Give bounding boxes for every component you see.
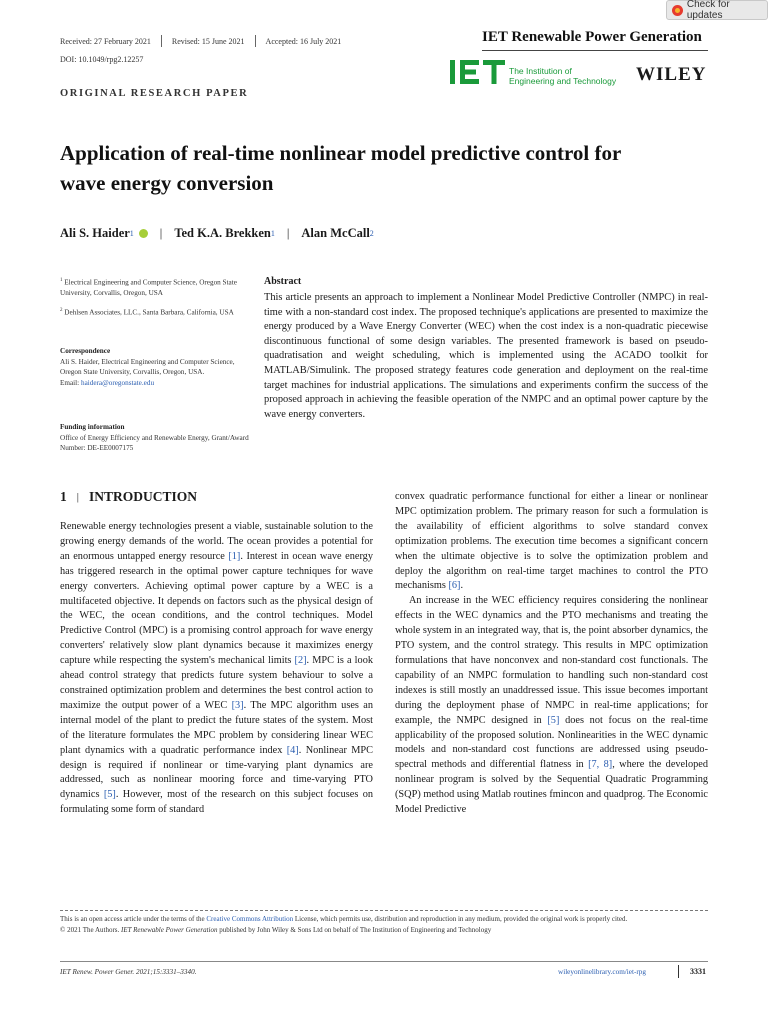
section-heading — [60, 489, 197, 505]
author-list — [60, 226, 374, 241]
citation-link[interactable]: [5] — [103, 789, 116, 801]
author-name[interactable]: Ali S. Haider — [60, 226, 130, 240]
text-run: An increase in the WEC efficiency requires considering the nonlinear effects in the WEC dynamics and the PTO mechanisms and treating the whole system in an integrated way, that is, the point absorber dynamics, the PTO system, and the control strategy. This results in MPC optimization formulations that have nonconvex and non-standard cost functionals. The capability of an NMPC formulation to handling such non-standard cost indexes is still mostly an unaddressed issue. This issue becomes important during the deployment phase of NMPC in real-time applications; for example, the NMPC designed in — [395, 595, 708, 726]
check-for-updates-label: Check for updates — [686, 0, 730, 21]
citation-link[interactable]: [1] — [228, 550, 241, 562]
text-run: convex quadratic performance functional for either a linear or nonlinear MPC optimization problem. The primary reason for such a formulation is the availability of efficient algorithms to solve standard convex optimization problems. The execution time becomes a significant concern when the ultimate objective is to solve the optimization problem and deploy the algorithm on real-time target machines to control the PTO mechanisms — [395, 491, 708, 592]
text-run: . The MPC algorithm uses an internal model of the plant to predict the future states of the system. Most of the literature formulates the MPC problem by considering linear WEC plant dynamics with a quadratic performance index — [60, 699, 373, 756]
revised-date: Revised: 15 June 2021 — [171, 36, 245, 46]
footer-citation: IET Renew. Power Gener. 2021;15:3331–3340. — [60, 968, 197, 976]
text-run: . However, most of the research on this subject focuses on formulating some form of standard — [60, 789, 373, 816]
affiliation-2 — [60, 306, 250, 318]
text-run: does not focus on the real-time applicability of the proposed solution. Nonlinearities in the WEC dynamic models and non-standard cost functions are addressed using pseudo-spectral methods and differential flatness in — [395, 714, 709, 771]
crossmark-icon — [672, 5, 683, 16]
text-run: © 2021 The Authors. — [60, 926, 121, 934]
author-name[interactable]: Alan McCall — [301, 226, 370, 240]
footer-divider — [60, 961, 708, 962]
orcid-icon[interactable] — [139, 229, 148, 238]
affiliation-marker[interactable]: 2 — [369, 229, 374, 238]
affiliation-text: Electrical Engineering and Computer Science, Oregon State University, Corvallis, Oregon, USA — [60, 278, 237, 297]
article-history — [60, 35, 341, 47]
correspondence — [60, 346, 250, 388]
iet-name-line2: Engineering and Technology — [509, 76, 617, 86]
citation-link[interactable]: [4] — [286, 744, 299, 756]
text-run: . MPC is a look ahead control strategy that predicts future system behaviour to solve a constrained optimization problem and determines the best control action to maximize the output power of a WEC — [60, 655, 373, 711]
author-separator: | — [159, 226, 163, 240]
text-run: License, which permits use, distribution and reproduction in any medium, provided the original work is properly cited. — [293, 915, 628, 923]
citation-link[interactable]: [3] — [231, 699, 244, 711]
article-title — [60, 138, 680, 198]
wiley-logo: WILEY — [636, 64, 707, 85]
license-link[interactable]: Creative Commons Attribution — [206, 915, 294, 923]
doi: DOI: 10.1049/rpg2.12257 — [60, 55, 144, 64]
email-link[interactable]: haidera@oregonstate.edu — [80, 378, 155, 387]
journal-rule — [482, 50, 708, 51]
journal-title: IET Renewable Power Generation — [482, 29, 702, 45]
section-number: 1 — [60, 489, 67, 504]
author-name[interactable]: Ted K.A. Brekken — [174, 226, 271, 240]
text-run: . Nonlinear MPC design is required if nonlinear or time-varying plant dynamics are addressed, such as nonlinear mooring force and time-varying PTO dynamics — [60, 744, 373, 801]
check-for-updates-button[interactable] — [666, 0, 768, 20]
text-run: This is an open access article under the terms of the — [60, 915, 207, 923]
affiliation-number: 2 — [60, 308, 63, 313]
affiliation-marker[interactable]: 1 — [129, 229, 134, 238]
text-run: . Interest in ocean wave energy has triggered research in the optimal power capture techniques for wave energy converters. Achieving optimal power capture by a WEC is a multifaceted objective. It depends on factors such as the physical design of the WEC, the ocean conditions, and the control techniques. Model Predictive Control (MPC) is a promising control approach for wave energy converters' relatively slow plant dynamics because it maximizes energy capture while respecting the system's mechanical limits — [60, 550, 373, 667]
text-run: , where the developed nonlinear program is solved by the Sequential Quadratic Programming (SQP) method using Matlab routines fmincon and quadprog. The Economic Model Predictive — [395, 759, 708, 816]
footer-journal-link[interactable]: wileyonlinelibrary.com/iet-rpg — [558, 968, 646, 976]
affiliation-text: Dehlsen Associates, LLC., Santa Barbara, California, USA — [64, 308, 234, 317]
citation-link[interactable]: [7, 8] — [588, 759, 613, 771]
iet-name — [509, 66, 616, 86]
correspondence-text: Ali S. Haider, Electrical Engineering and Computer Science, Oregon State University, Corvallis, Oregon, USA. — [60, 357, 235, 376]
copyright-line — [60, 925, 708, 936]
email-label: Email: — [60, 378, 80, 387]
abstract-heading: Abstract — [264, 276, 302, 287]
license-footnote — [60, 914, 708, 936]
citation-link[interactable]: [5] — [547, 714, 560, 726]
affiliation-marker[interactable]: 1 — [270, 229, 275, 238]
title-line-2: wave energy conversion — [60, 171, 274, 195]
journal-name-italic: IET Renewable Power Generation — [121, 926, 218, 934]
text-run: published by John Wiley & Sons Ltd on behalf of The Institution of Engineering and Technology — [217, 926, 492, 934]
iet-name-line1: The Institution of — [509, 66, 572, 76]
abstract-text: This article presents an approach to implement a Nonlinear Model Predictive Controller (NMPC) in real-time with a non-standard cost index. The proposed technique's applications are presented to maximize the energy produced by a Wave Energy Converter (WEC) when the cost index is a non-quadratic piecewise discontinuous functional of some design variables. The presented framework is based on pseudo-quadratisation and weight scheduling, which is implemented using the ACADO toolkit for MATLAB/Simulink. The proposed strategy features code generation and deployment on the real-time target machines for industrial applications. The simulations and experiments confirm the success of the proposed approach in achieving the feasible operation of the NMPC and an optimal power capture by the wave energy converters. — [264, 292, 708, 420]
accepted-date: Accepted: 16 July 2021 — [265, 36, 342, 46]
affiliation-1 — [60, 276, 250, 298]
page-number: 3331 — [690, 967, 706, 976]
section-divider: | — [76, 491, 79, 503]
funding-heading: Funding information — [60, 423, 125, 431]
paragraph — [395, 490, 708, 594]
section-title: INTRODUCTION — [88, 489, 197, 504]
affiliation-number: 1 — [60, 278, 63, 283]
footer-separator — [678, 965, 679, 978]
correspondence-heading: Correspondence — [60, 347, 111, 355]
citation-link[interactable]: [6] — [448, 580, 461, 592]
paragraph — [60, 520, 373, 818]
iet-logo-icon — [450, 60, 508, 84]
paper-type: ORIGINAL RESEARCH PAPER — [60, 88, 249, 99]
license-line — [60, 914, 708, 925]
text-run: . — [460, 580, 464, 592]
body-column-right — [395, 490, 708, 818]
divider — [255, 35, 256, 47]
funding-text: Office of Energy Efficiency and Renewable Energy, Grant/Award Number: DE-EE0007175 — [60, 433, 249, 452]
received-date: Received: 27 February 2021 — [60, 36, 151, 46]
footnote-divider — [60, 910, 708, 911]
text-run: Renewable energy technologies present a viable, sustainable solution to the growing energy demands of the world. The ocean provides a potential for an enormous untapped energy resource — [60, 521, 373, 562]
funding-information — [60, 422, 250, 454]
citation-link[interactable]: [2] — [294, 655, 307, 667]
body-column-left — [60, 520, 373, 818]
title-line-1: Application of real-time nonlinear model predictive control for — [60, 141, 622, 165]
paragraph — [395, 594, 708, 818]
author-separator: | — [286, 226, 290, 240]
divider — [161, 35, 162, 47]
